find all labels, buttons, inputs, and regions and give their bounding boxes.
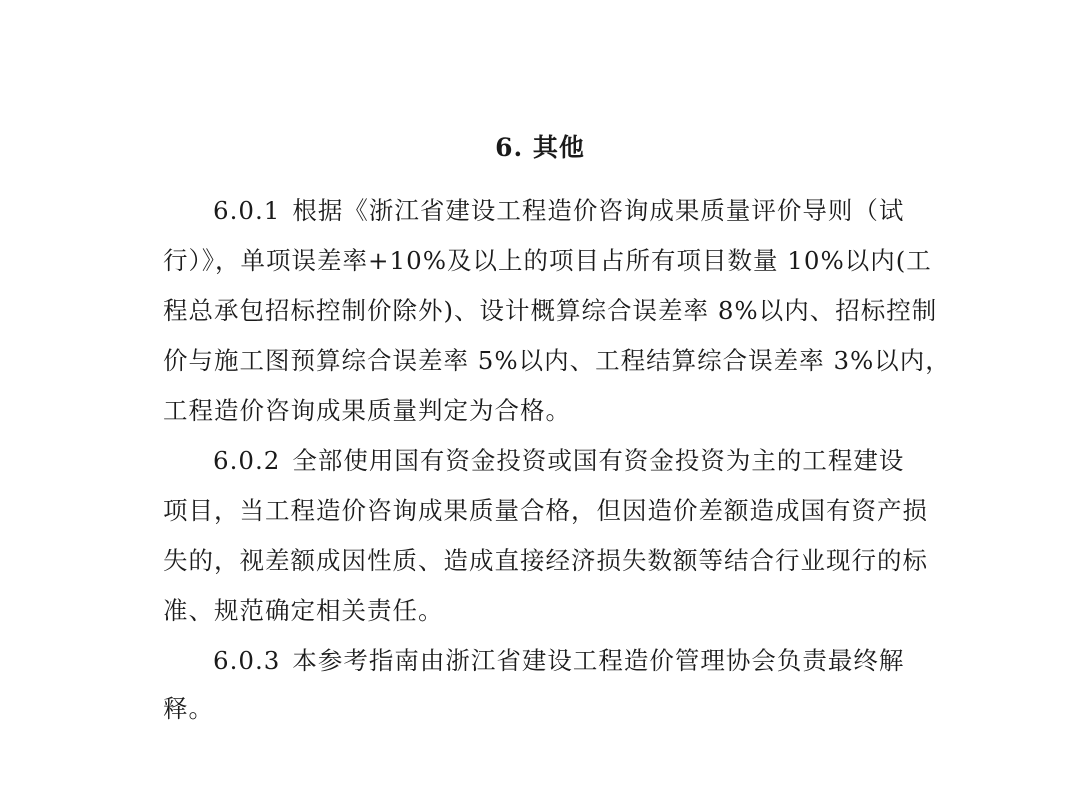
clause-6-0-1-line-5: 工程造价咨询成果质量判定为合格。	[163, 396, 571, 425]
clause-6-0-2-line-4: 准、规范确定相关责任。	[163, 596, 444, 625]
clause-6-0-2-line-2: 项目，当工程造价咨询成果质量合格，但因造价差额造成国有资产损	[163, 496, 928, 525]
clause-6-0-1-line-2: 行）》，单项误差率+10%及以上的项目占所有项目数量 10%以内(工	[163, 246, 932, 275]
clause-6-0-1-line-4: 价与施工图预算综合误差率 5%以内、工程结算综合误差率 3%以内，	[163, 346, 951, 375]
clause-6-0-3-line-1	[213, 643, 923, 679]
clause-6-0-2-line-1	[213, 443, 923, 479]
clause-number: 6.0.3	[213, 646, 281, 675]
clause-6-0-1-line-3: 程总承包招标控制价除外)、设计概算综合误差率 8%以内、招标控制	[163, 296, 938, 325]
clause-6-0-2-line-3: 失的，视差额成因性质、造成直接经济损失数额等结合行业现行的标	[163, 546, 928, 575]
clause-number: 6.0.1	[213, 196, 281, 225]
clause-text: 本参考指南由浙江省建设工程造价管理协会负责最终解	[292, 646, 905, 675]
clause-number: 6.0.2	[213, 446, 281, 475]
section-heading: 6. 其他	[495, 133, 585, 162]
clause-text: 全部使用国有资金投资或国有资金投资为主的工程建设	[292, 446, 905, 475]
clause-6-0-1-line-1	[213, 193, 923, 229]
clause-6-0-3-line-2: 释。	[163, 694, 214, 723]
clause-text: 根据《浙江省建设工程造价咨询成果质量评价导则（试	[292, 196, 905, 225]
